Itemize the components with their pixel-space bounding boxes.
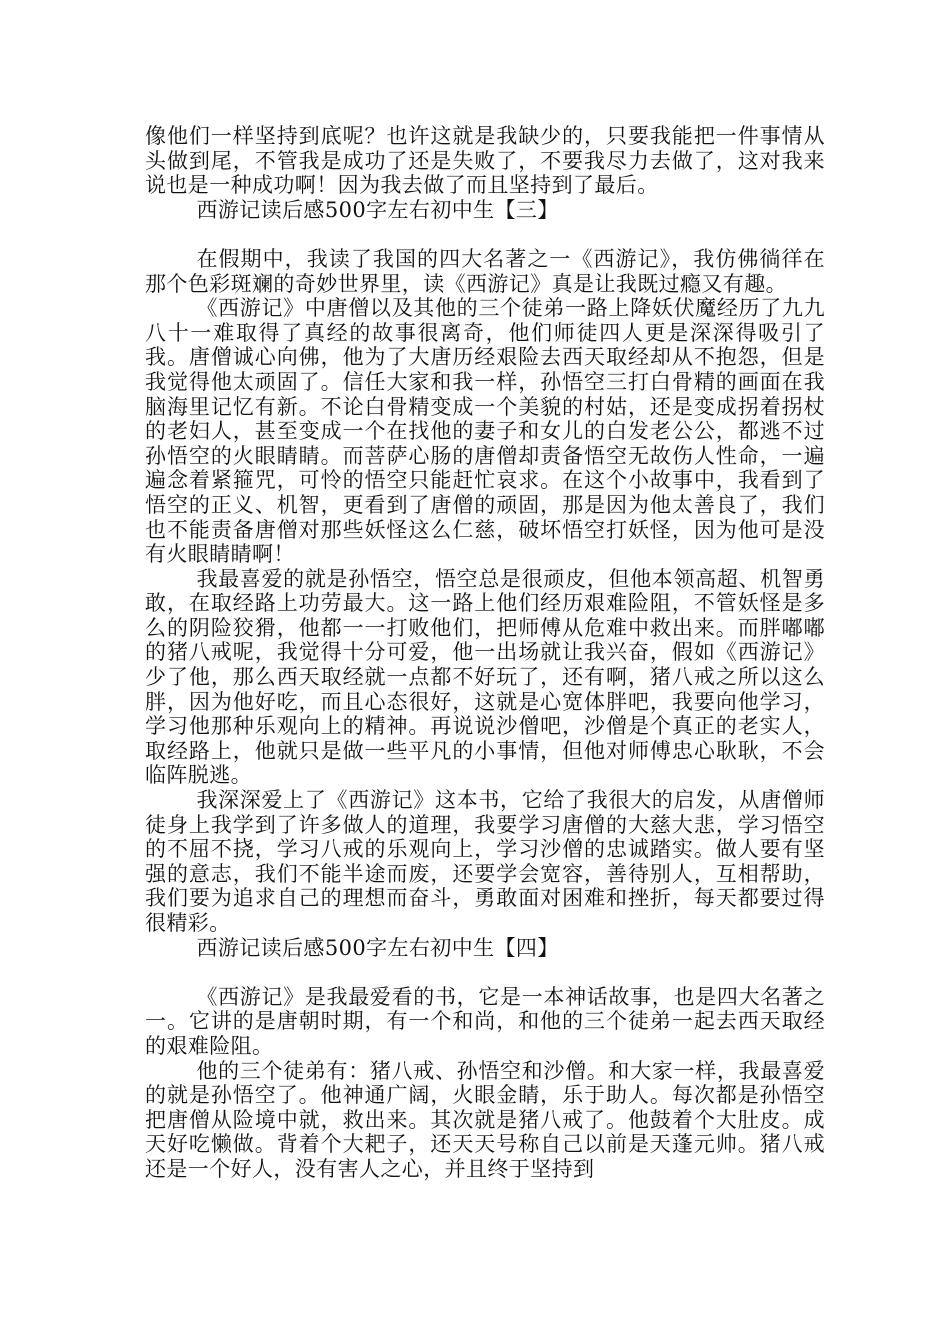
document-body <box>145 124 825 1182</box>
paragraph: 我最喜爱的就是孙悟空，悟空总是很顽皮，但他本领高超、机智勇敢，在取经路上功劳最大。这一路上他们经历艰难险阻，不管妖怪是多么的阴险狡猾，他都一一打败他们，把师傅从危难中救出来。而胖嘟嘟的猪八戒呢，我觉得十分可爱，他一出场就让我兴奋，假如《西游记》少了他，那么西天取经就一点都不好玩了，还有啊，猪八戒之所以这么胖，因为他好吃，而且心态很好，这就是心宽体胖吧，我要向他学习，学习他那种乐观向上的精神。再说说沙僧吧，沙僧是个真正的老实人，取经路上，他就只是做一些平凡的小事情，但他对师傅忠心耿耿，不会临阵脱逃。 <box>145 566 825 788</box>
paragraph-continuation: 像他们一样坚持到底呢？也许这就是我缺少的，只要我能把一件事情从头做到尾，不管我是成功了还是失败了，不要我尽力去做了，这对我来说也是一种成功啊！因为我去做了而且坚持到了最后。 <box>145 124 825 198</box>
paragraph: 《西游记》中唐僧以及其他的三个徒弟一路上降妖伏魔经历了九九八十一难取得了真经的故事很离奇，他们师徒四人更是深深得吸引了我。唐僧诚心向佛，他为了大唐历经艰险去西天取经却从不抱怨，但是我觉得他太顽固了。信任大家和我一样，孙悟空三打白骨精的画面在我脑海里记忆有新。不论白骨精变成一个美貌的村姑，还是变成拐着拐杖的老妇人，甚至变成一个在找他的妻子和女儿的白发老公公，都逃不过孙悟空的火眼睛睛。而菩萨心肠的唐僧却责备悟空无故伤人性命，一遍遍念着紧箍咒，可怜的悟空只能赶忙哀求。在这个小故事中，我看到了悟空的正义、机智，更看到了唐僧的顽固，那是因为他太善良了，我们也不能责备唐僧对那些妖怪这么仁慈，破坏悟空打妖怪，因为他可是没有火眼睛睛啊！ <box>145 296 825 567</box>
section-heading-four: 西游记读后感500字左右初中生【四】 <box>196 935 559 960</box>
paragraph: 在假期中，我读了我国的四大名著之一《西游记》，我仿佛徜徉在那个色彩斑斓的奇妙世界里，读《西游记》真是让我既过瘾又有趣。 <box>145 246 825 296</box>
section-heading-three: 西游记读后感500字左右初中生【三】 <box>196 197 559 222</box>
paragraph: 他的三个徒弟有：猪八戒、孙悟空和沙僧。和大家一样，我最喜爱的就是孙悟空了。他神通广阔，火眼金睛，乐于助人。每次都是孙悟空把唐僧从险境中就，救出来。其次就是猪八戒了。他鼓着个大肚皮。成天好吃懒做。背着个大耙子，还天天号称自己以前是天蓬元帅。猪八戒还是一个好人，没有害人之心，并且终于坚持到 <box>145 1058 825 1181</box>
paragraph: 我深深爱上了《西游记》这本书，它给了我很大的启发，从唐僧师徒身上我学到了许多做人的道理，我要学习唐僧的大慈大悲，学习悟空的不屈不挠，学习八戒的乐观向上，学习沙僧的忠诚踏实。做人要有坚强的意志，我们不能半途而废，还要学会宽容，善待别人，互相帮助，我们要为追求自己的理想而奋斗，勇敢面对困难和挫折，每天都要过得很精彩。 <box>145 788 825 935</box>
paragraph: 《西游记》是我最爱看的书，它是一本神话故事，也是四大名著之一。它讲的是唐朝时期，有一个和尚，和他的三个徒弟一起去西天取经的艰难险阻。 <box>145 984 825 1058</box>
